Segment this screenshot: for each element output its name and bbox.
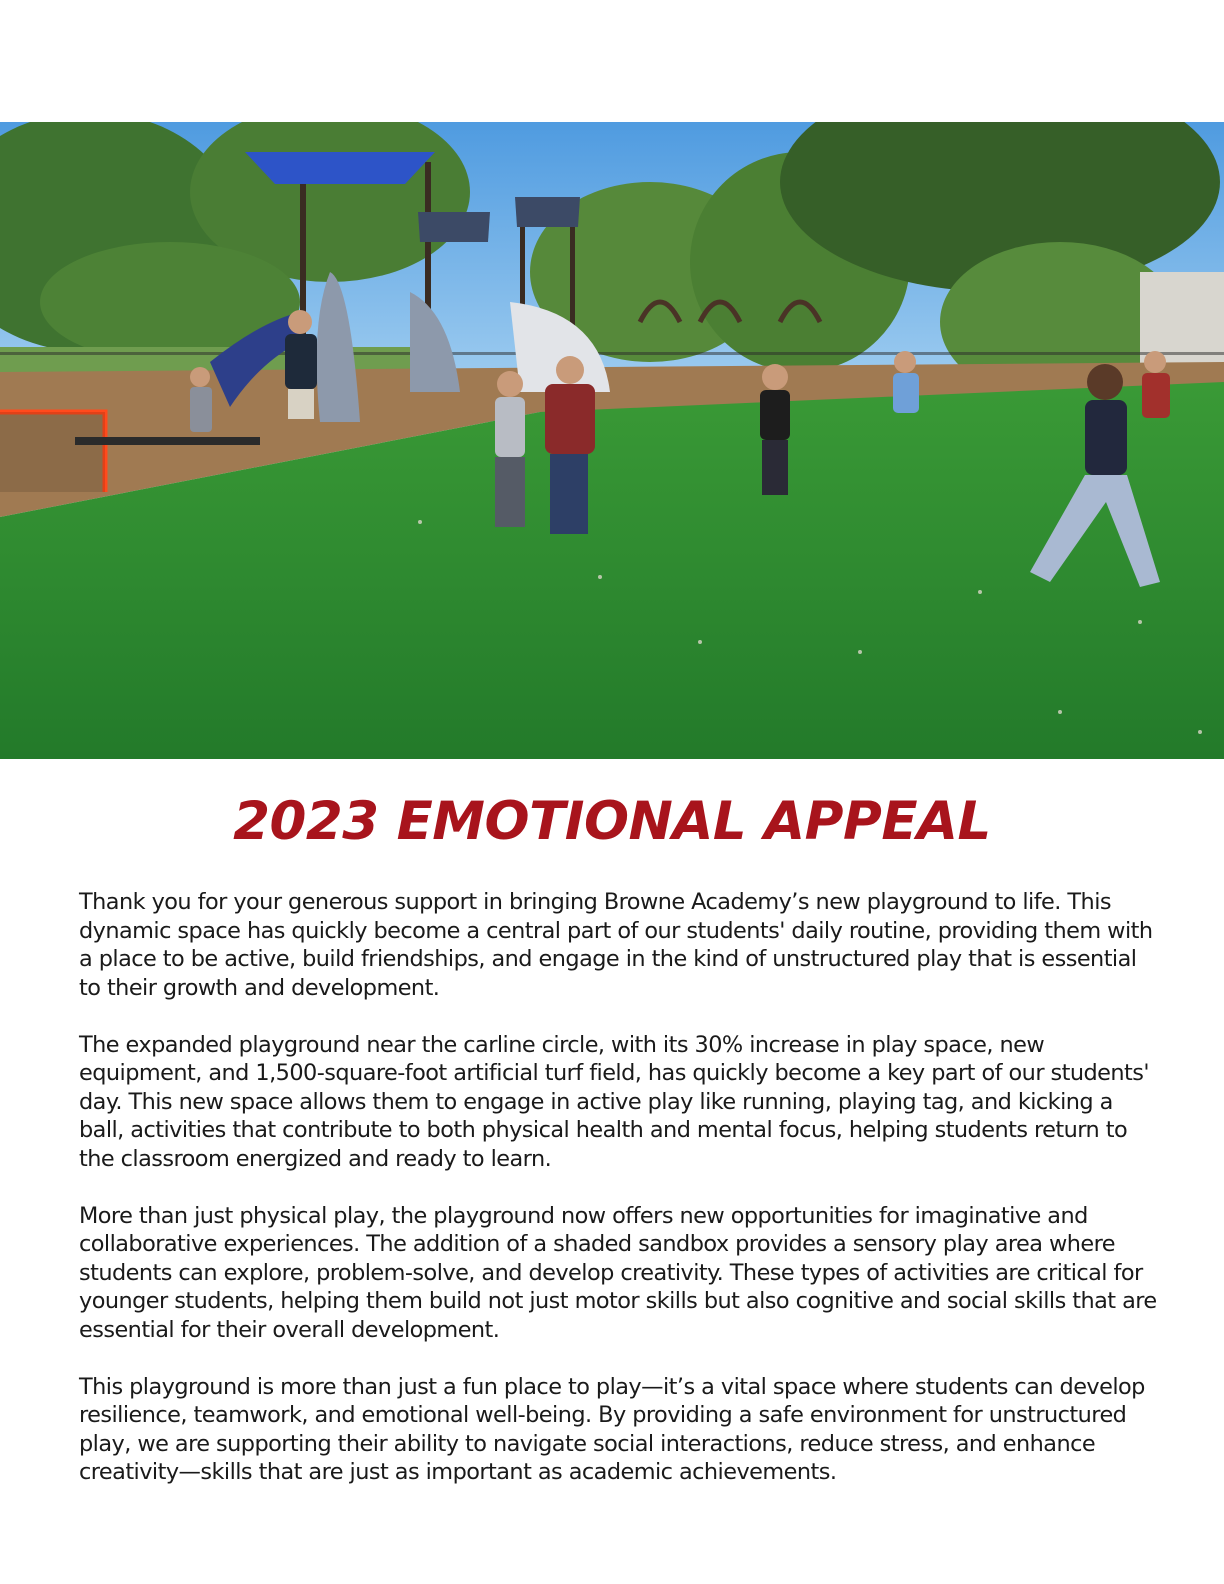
playground-photo: [0, 122, 1224, 759]
paragraph: This playground is more than just a fun place to play—it’s a vital space where students can develop resilience, teamwork, and emotional well-being. By providing a safe environment for unstructured play, we are supporting their ability to navigate social interactions, reduce stress, and enhance creativity—skills that are just as important as academic achievements.: [79, 1373, 1145, 1485]
paragraph: The expanded playground near the carline circle, with its 30% increase in play space, new equipment, and 1,500-square-foot artificial turf field, has quickly become a key part of our students' day. This new space allows them to engage in active play like running, playing tag, and kicking a ball, activities that contribute to both physical health and mental focus, helping students return to the classroom energized and ready to learn.: [79, 1031, 1150, 1172]
paragraph: More than just physical play, the playground now offers new opportunities for imaginative and collaborative experiences. The addition of a shaded sandbox provides a sensory play area where students can explore, problem-solve, and develop creativity. These types of activities are critical for younger students, helping them build not just motor skills but also cognitive and social skills that are essential for their overall development.: [79, 1202, 1157, 1343]
body-text: [79, 888, 1159, 1515]
page-title: 2023 EMOTIONAL APPEAL: [233, 791, 991, 852]
paragraph: Thank you for your generous support in bringing Browne Academy’s new playground to life. This dynamic space has quickly become a central part of our students' daily routine, providing them with a place to be active, build friendships, and engage in the kind of unstructured play that is essential to their growth and development.: [79, 889, 1153, 1001]
